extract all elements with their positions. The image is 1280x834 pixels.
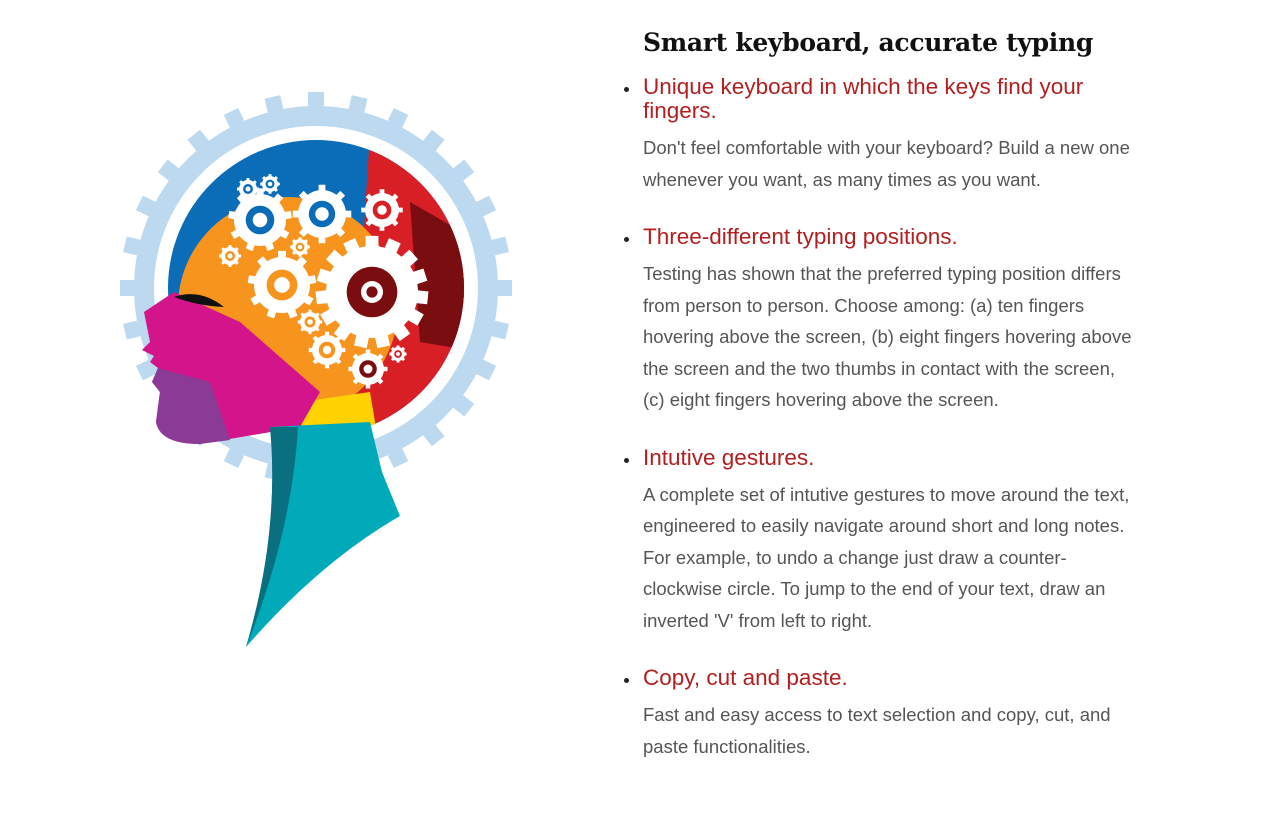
gear-icon	[260, 174, 280, 194]
feature-item-unique-keyboard	[622, 75, 1142, 195]
gear-icon	[348, 349, 387, 388]
feature-title: Three-different typing positions.	[643, 224, 958, 249]
gear-icon	[309, 332, 346, 369]
gear-icon	[389, 345, 406, 362]
feature-description: Fast and easy access to text selection and copy, cut, and paste functionalities.	[643, 704, 1111, 757]
gear-icon	[237, 178, 259, 200]
feature-description: Testing has shown that the preferred typing position differs from person to person. Choose among: (a) ten fingers hovering above the screen, (b) eight fingers hovering above the screen and the two thumbs in contact with the screen, (c) eight fingers hovering above the screen.	[643, 263, 1132, 410]
gear-icon	[219, 245, 241, 267]
feature-item-typing-positions	[622, 225, 1142, 416]
head-gears-image	[120, 92, 520, 652]
feature-item-gestures	[622, 446, 1142, 637]
feature-title: Unique keyboard in which the keys find your fingers.	[643, 74, 1084, 123]
feature-list	[622, 75, 1142, 762]
gear-icon	[290, 237, 310, 257]
feature-item-copy-cut-paste	[622, 666, 1142, 762]
gear-icon	[293, 185, 352, 244]
feature-title: Copy, cut and paste.	[643, 665, 848, 690]
features-section	[622, 28, 1142, 792]
section-heading: Smart keyboard, accurate typing	[643, 28, 1094, 57]
gear-icon	[361, 189, 402, 230]
gear-icon	[298, 310, 322, 334]
feature-title: Intutive gestures.	[643, 444, 815, 470]
feature-description: A complete set of intutive gestures to move around the text, engineered to easily navigate around short and long notes. For example, to undo a change just draw a counter-clockwise circle. To jump to the end of your text, draw an inverted 'V' from left to right.	[643, 483, 1130, 631]
feature-description: Don't feel comfortable with your keyboard? Build a new one whenever you want, as many times as you want.	[643, 137, 1130, 190]
gear-icon	[348, 268, 397, 317]
head-gears-illustration	[120, 92, 520, 652]
